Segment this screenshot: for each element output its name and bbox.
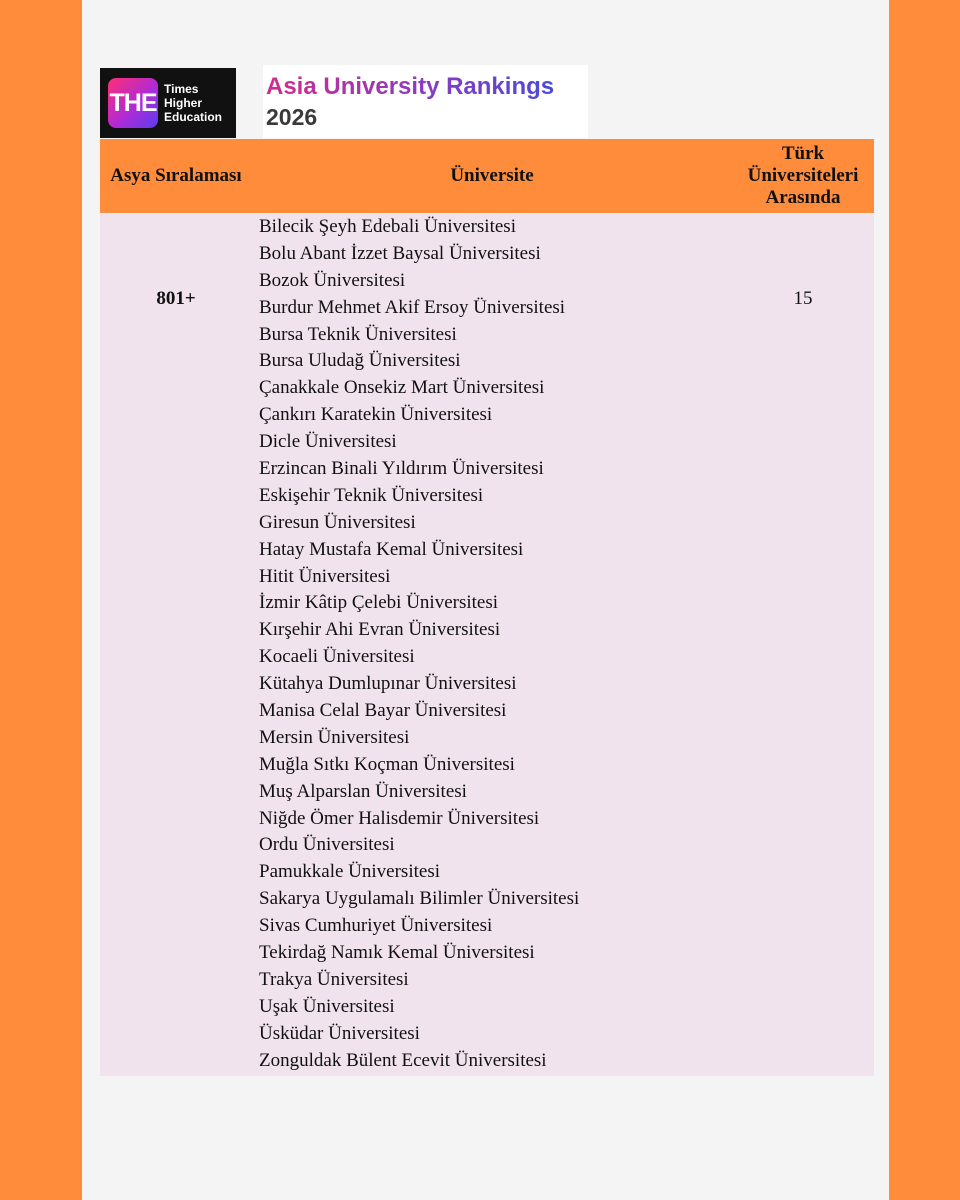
list-item: Dicle Üniversitesi: [259, 431, 397, 453]
the-logo-mark: THE: [108, 78, 158, 128]
list-item: Giresun Üniversitesi: [259, 511, 416, 533]
list-item: Ordu Üniversitesi: [259, 834, 395, 856]
header-turkish-count: [732, 139, 874, 213]
the-logo-line-higher: Higher: [164, 96, 203, 110]
rankings-title: Asia University Rankings: [266, 73, 555, 100]
list-item: Çankırı Karatekin Üniversitesi: [259, 404, 493, 426]
times-higher-education-logo: [100, 68, 236, 138]
list-item: Kütahya Dumlupınar Üniversitesi: [259, 673, 517, 695]
list-item: Kırşehir Ahi Evran Üniversitesi: [259, 619, 501, 641]
header-count-line-1: Türk: [781, 143, 825, 164]
list-item: Burdur Mehmet Akif Ersoy Üniversitesi: [259, 296, 566, 318]
list-item: Kocaeli Üniversitesi: [259, 646, 415, 668]
header-count-line-3: Arasında: [765, 187, 841, 208]
list-item: Uşak Üniversitesi: [259, 995, 395, 1017]
rankings-year: 2026: [266, 104, 318, 130]
the-logo-line-education: Education: [164, 110, 223, 124]
list-item: Bursa Teknik Üniversitesi: [259, 323, 457, 345]
header-university: Üniversite: [450, 165, 534, 186]
header-count-line-2: Üniversiteleri: [747, 165, 859, 186]
university-list: [259, 214, 729, 1075]
list-item: Mersin Üniversitesi: [259, 726, 410, 748]
header-rank: Asya Sıralaması: [110, 165, 242, 186]
list-item: Eskişehir Teknik Üniversitesi: [259, 484, 484, 506]
list-item: Çanakkale Onsekiz Mart Üniversitesi: [259, 377, 545, 399]
list-item: Erzincan Binali Yıldırım Üniversitesi: [259, 458, 544, 480]
list-item: Manisa Celal Bayar Üniversitesi: [259, 700, 507, 722]
list-item: Zonguldak Bülent Ecevit Üniversitesi: [259, 1049, 547, 1071]
list-item: Niğde Ömer Halisdemir Üniversitesi: [259, 807, 540, 829]
table-header: [100, 139, 874, 213]
list-item: Hatay Mustafa Kemal Üniversitesi: [259, 538, 524, 560]
list-item: Bilecik Şeyh Edebali Üniversitesi: [259, 216, 516, 237]
list-item: Bozok Üniversitesi: [259, 269, 406, 291]
turkish-count-value: 15: [793, 288, 813, 309]
rank-value: 801+: [156, 288, 196, 309]
list-item: Tekirdağ Namık Kemal Üniversitesi: [259, 942, 535, 964]
list-item: Muğla Sıtkı Koçman Üniversitesi: [259, 753, 515, 775]
list-item: Üsküdar Üniversitesi: [259, 1022, 420, 1044]
list-item: Trakya Üniversitesi: [259, 968, 409, 990]
list-item: Muş Alparslan Üniversitesi: [259, 780, 467, 802]
list-item: İzmir Kâtip Çelebi Üniversitesi: [259, 592, 499, 614]
list-item: Sivas Cumhuriyet Üniversitesi: [259, 915, 493, 937]
list-item: Bursa Uludağ Üniversitesi: [259, 350, 461, 372]
list-item: Pamukkale Üniversitesi: [259, 861, 440, 883]
list-item: Hitit Üniversitesi: [259, 565, 391, 587]
table-body: [100, 214, 874, 1076]
list-item: Sakarya Uygulamalı Bilimler Üniversitesi: [259, 888, 580, 910]
the-logo-line-times: Times: [164, 82, 199, 96]
list-item: Bolu Abant İzzet Baysal Üniversitesi: [259, 242, 541, 264]
asia-rankings-logo: [263, 65, 588, 138]
the-logo-text: [164, 82, 222, 124]
